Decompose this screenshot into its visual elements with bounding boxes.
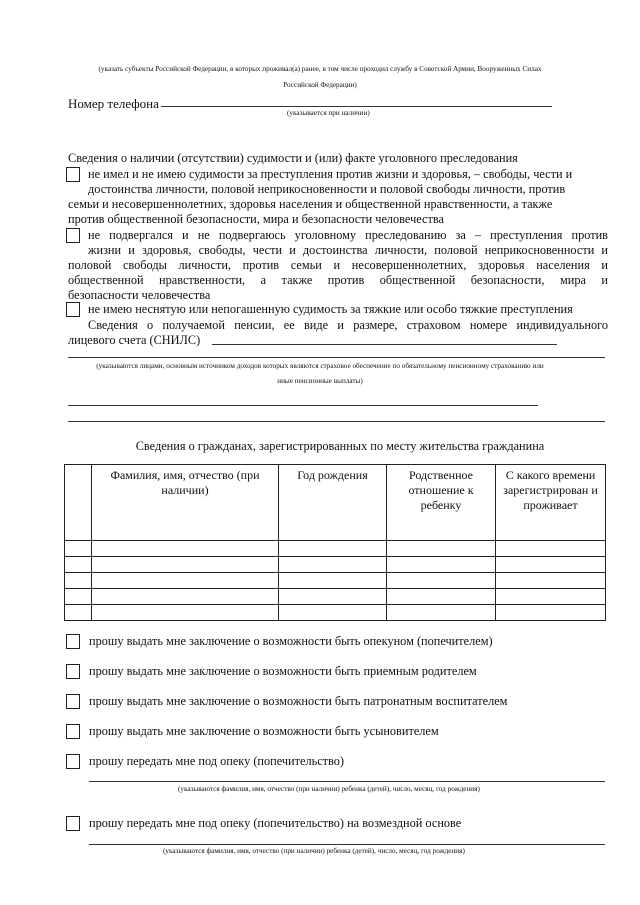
snils-field[interactable] <box>212 344 557 345</box>
no-conviction-text-2: достоинства личности, половой неприкосновенности и половой свободы личности, против <box>88 182 566 196</box>
phone-note: (указывается при наличии) <box>287 109 370 117</box>
table-cell[interactable] <box>65 605 92 621</box>
no-conviction-text-1: не имел и не имею судимости за преступления против жизни и здоровья, – свободы, чести и <box>88 167 573 181</box>
foster-parent-request-text: прошу выдать мне заключение о возможности быть приемным родителем <box>89 664 477 678</box>
table-cell[interactable] <box>279 557 387 573</box>
pension-note-continued: иные пенсионные выплаты) <box>277 377 363 385</box>
table-row <box>65 541 606 557</box>
regions-note: (указать субъекты Российской Федерации, в которых проживал(а) ранее, в том числе проходил службу в Советской Армии, Вооруженных Силах <box>98 65 542 73</box>
table-row <box>65 589 606 605</box>
guardian-request-text: прошу выдать мне заключение о возможности быть опекуном (попечителем) <box>89 634 493 648</box>
no-prosecution-text-2: жизни и здоровья, свободы, чести и достоинства личности, половой неприкосновенности и <box>88 243 608 257</box>
table-cell[interactable] <box>65 541 92 557</box>
table-cell[interactable] <box>496 557 606 573</box>
foster-parent-checkbox[interactable] <box>66 664 80 679</box>
table-row <box>65 573 606 589</box>
no-prosecution-text-1: не подвергался и не подвергаюсь уголовному преследованию за – преступления против <box>88 228 608 242</box>
criminal-section-title: Сведения о наличии (отсутствии) судимости и (или) факте уголовного преследования <box>68 151 518 165</box>
no-prosecution-text-3: половой свободы личности, против семьи и несовершеннолетних, здоровья населения и <box>68 258 608 272</box>
no-prosecution-checkbox[interactable] <box>66 228 80 243</box>
adopter-request-text: прошу выдать мне заключение о возможности быть усыновителем <box>89 724 439 738</box>
col-number-header <box>65 465 92 541</box>
table-cell[interactable] <box>496 605 606 621</box>
table-row <box>65 557 606 573</box>
table-cell[interactable] <box>279 541 387 557</box>
table-cell[interactable] <box>92 589 279 605</box>
table-cell[interactable] <box>92 557 279 573</box>
table-cell[interactable] <box>279 605 387 621</box>
child-info-paid-note: (указываются фамилия, имя, отчество (при наличии) ребенка (детей), число, месяц, год рождения) <box>163 847 465 855</box>
child-info-note: (указываются фамилия, имя, отчество (при наличии) ребенка (детей), число, месяц, год рождения) <box>178 785 480 793</box>
pension-extra-line-2[interactable] <box>68 421 605 422</box>
residents-table <box>64 464 606 621</box>
table-cell[interactable] <box>387 541 496 557</box>
patronage-checkbox[interactable] <box>66 694 80 709</box>
residents-header-row <box>65 465 606 541</box>
no-conviction-text-3: семьи и несовершеннолетних, здоровья населения и общественной нравственности, а также <box>68 197 553 211</box>
table-cell[interactable] <box>496 541 606 557</box>
col-birth-year-header: Год рождения <box>279 465 387 541</box>
no-conviction-text-4: против общественной безопасности, мира и безопасности человечества <box>68 212 444 226</box>
table-cell[interactable] <box>65 589 92 605</box>
pension-info-line: Сведения о получаемой пенсии, ее виде и размере, страховом номере индивидуального <box>88 318 608 332</box>
phone-label: Номер телефона <box>68 96 159 111</box>
no-conviction-checkbox[interactable] <box>66 167 80 182</box>
guardian-checkbox[interactable] <box>66 634 80 649</box>
residents-title: Сведения о гражданах, зарегистрированных по месту жительства гражданина <box>135 439 545 453</box>
table-cell[interactable] <box>387 573 496 589</box>
table-cell[interactable] <box>387 557 496 573</box>
table-cell[interactable] <box>92 605 279 621</box>
pension-field[interactable] <box>68 357 605 358</box>
child-info-field[interactable] <box>89 781 605 782</box>
transfer-paid-checkbox[interactable] <box>66 816 80 831</box>
pension-note: (указываются лицами, основным источником доходов которых являются страховое обеспечение по обязательному пенсионному страхованию или <box>96 362 544 370</box>
regions-note-continued: Российской Федерации) <box>283 81 357 89</box>
col-name-header: Фамилия, имя, отчество (при наличии) <box>92 465 279 541</box>
pension-extra-line-1[interactable] <box>68 405 538 406</box>
child-info-paid-field[interactable] <box>89 844 605 845</box>
adopter-checkbox[interactable] <box>66 724 80 739</box>
table-cell[interactable] <box>387 605 496 621</box>
table-cell[interactable] <box>279 573 387 589</box>
no-prosecution-text-5: безопасности человечества <box>68 288 211 302</box>
table-cell[interactable] <box>387 589 496 605</box>
col-relation-header: Родственное отношение к ребенку <box>387 465 496 541</box>
table-cell[interactable] <box>496 573 606 589</box>
transfer-guardianship-text: прошу передать мне под опеку (попечительство) <box>89 754 345 768</box>
table-cell[interactable] <box>65 557 92 573</box>
table-row <box>65 605 606 621</box>
table-cell[interactable] <box>279 589 387 605</box>
table-cell[interactable] <box>92 573 279 589</box>
no-prosecution-text-4: общественной нравственности, а также против общественной безопасности, мира и <box>68 273 608 287</box>
phone-field[interactable] <box>161 106 552 107</box>
table-cell[interactable] <box>496 589 606 605</box>
col-registered-since-header: С какого времени зарегистрирован и проживает <box>496 465 606 541</box>
patronage-request-text: прошу выдать мне заключение о возможности быть патронатным воспитателем <box>89 694 508 708</box>
transfer-guardianship-checkbox[interactable] <box>66 754 80 769</box>
no-serious-conviction-text: не имею неснятую или непогашенную судимость за тяжкие или особо тяжкие преступления <box>88 302 573 316</box>
no-serious-conviction-checkbox[interactable] <box>66 302 80 317</box>
transfer-paid-text: прошу передать мне под опеку (попечительство) на возмездной основе <box>89 816 462 830</box>
snils-label: лицевого счета (СНИЛС) <box>68 333 201 347</box>
table-cell[interactable] <box>65 573 92 589</box>
table-cell[interactable] <box>92 541 279 557</box>
